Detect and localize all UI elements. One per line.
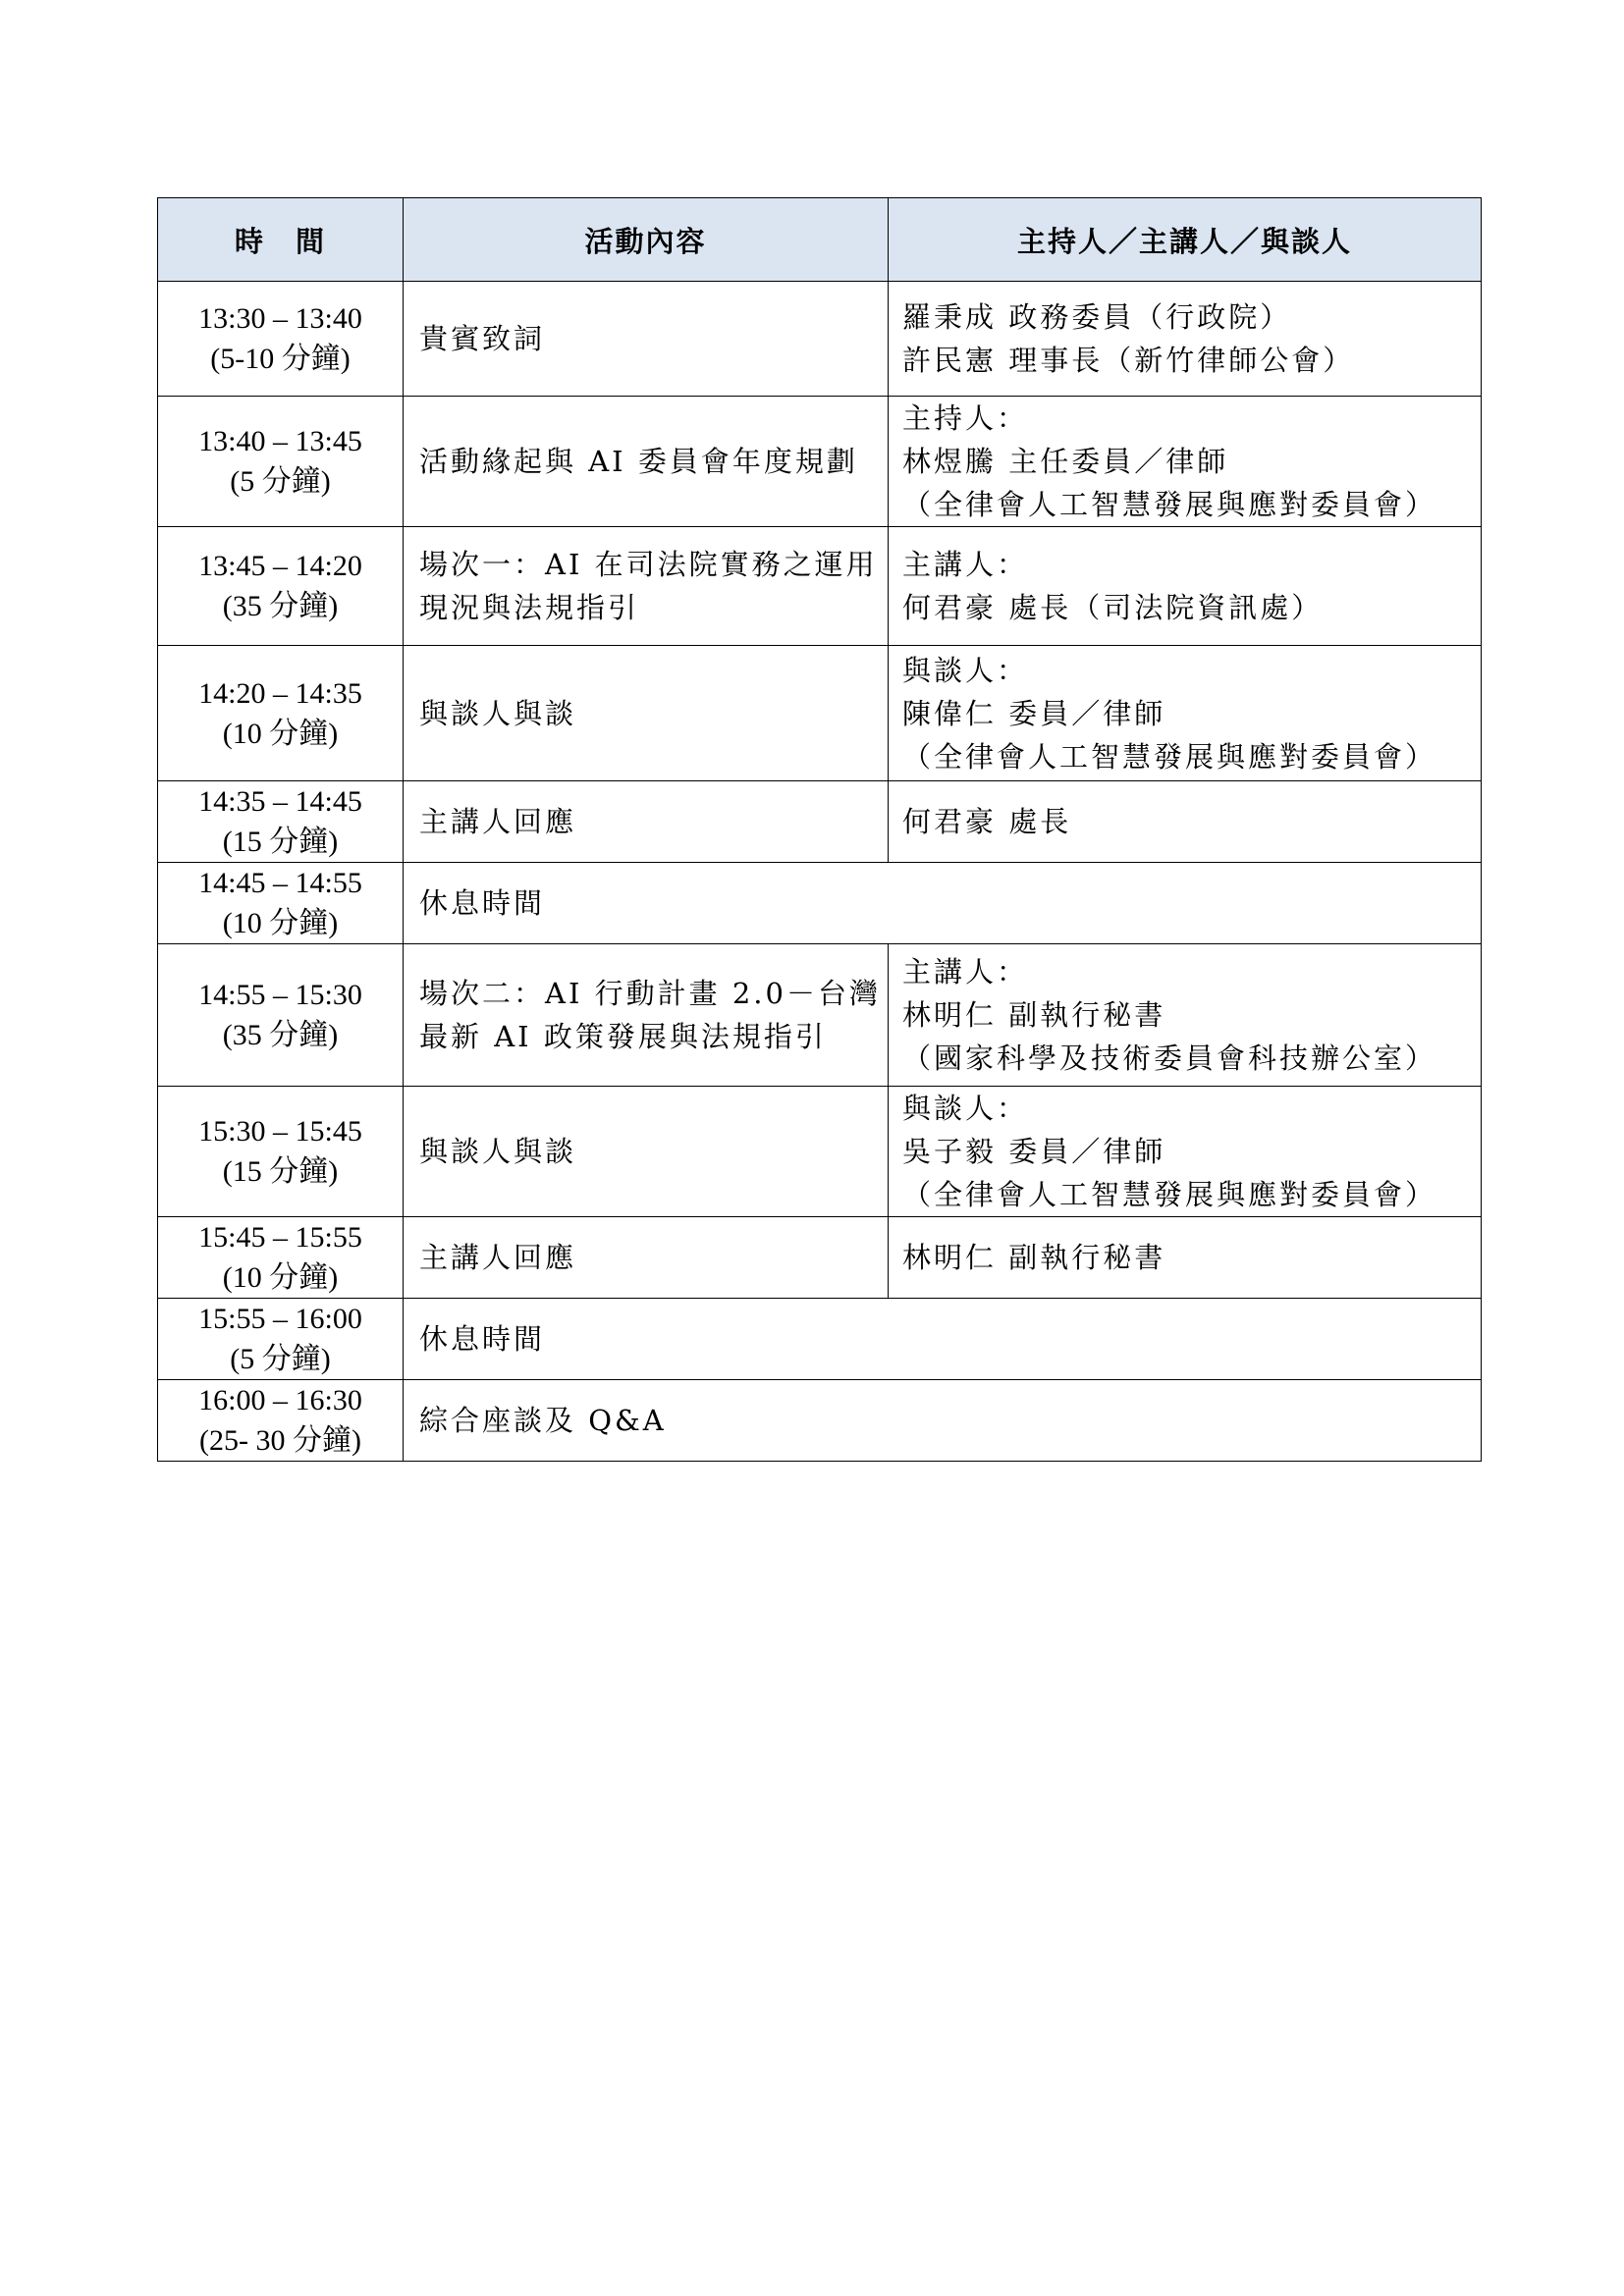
- host-text: 何君豪 處長: [902, 805, 1072, 838]
- table-row: [158, 527, 1482, 646]
- host-text: 與談人：: [902, 1092, 1029, 1125]
- activity-cell: [404, 863, 1482, 944]
- activity-cell: [404, 1087, 889, 1217]
- host-text: 羅秉成 政務委員（行政院）: [902, 300, 1292, 334]
- time-range: 14:20 – 14:35: [198, 676, 362, 710]
- activity-text: 休息時間: [419, 886, 546, 920]
- activity-text: 休息時間: [419, 1322, 546, 1356]
- table-row: [158, 863, 1482, 944]
- table-row: [158, 1380, 1482, 1462]
- time-cell: [158, 781, 404, 863]
- activity-text: 最新 AI 政策發展與法規指引: [419, 1020, 827, 1053]
- time-range: 13:30 – 13:40: [198, 302, 362, 335]
- host-text: 主持人：: [902, 401, 1029, 435]
- time-cell: [158, 282, 404, 397]
- activity-cell: [404, 1217, 889, 1299]
- activity-text: 現況與法規指引: [419, 591, 640, 624]
- host-cell: [889, 1217, 1482, 1299]
- host-text: （國家科學及技術委員會科技辦公室）: [902, 1041, 1437, 1075]
- time-cell: [158, 944, 404, 1087]
- time-range: 15:30 – 15:45: [198, 1115, 362, 1148]
- table-row: [158, 1299, 1482, 1380]
- time-cell: [158, 397, 404, 527]
- activity-text: 綜合座談及 Q&A: [419, 1404, 667, 1437]
- agenda-table: [157, 197, 1482, 1462]
- host-text: 吳子毅 委員／律師: [902, 1135, 1166, 1168]
- activity-text: 活動緣起與 AI 委員會年度規劃: [419, 445, 858, 478]
- host-text: 與談人：: [902, 653, 1029, 687]
- host-cell: [889, 282, 1482, 397]
- time-cell: [158, 1299, 404, 1380]
- time-range: 15:55 – 16:00: [198, 1303, 362, 1335]
- host-cell: [889, 1087, 1482, 1217]
- time-duration: (10 分鐘): [222, 907, 339, 939]
- time-cell: [158, 646, 404, 781]
- activity-cell: [404, 944, 889, 1087]
- activity-cell: [404, 781, 889, 863]
- host-cell: [889, 397, 1482, 527]
- host-text: 許民憲 理事長（新竹律師公會）: [902, 344, 1355, 377]
- time-range: 14:45 – 14:55: [198, 867, 362, 899]
- activity-text: 主講人回應: [419, 1241, 577, 1274]
- activity-cell: [404, 527, 889, 646]
- table-row: [158, 1217, 1482, 1299]
- host-text: 林明仁 副執行秘書: [902, 1241, 1166, 1274]
- host-text: 主講人：: [902, 955, 1029, 988]
- time-duration: (35 分鐘): [222, 590, 339, 622]
- host-text: （全律會人工智慧發展與應對委員會）: [902, 488, 1437, 521]
- activity-text: 與談人與談: [419, 1135, 577, 1168]
- host-text: 主講人：: [902, 548, 1029, 581]
- host-text: 林明仁 副執行秘書: [902, 998, 1166, 1032]
- agenda-table-header: [158, 198, 1482, 282]
- time-duration: (5 分鐘): [230, 465, 331, 498]
- host-text: 陳偉仁 委員／律師: [902, 696, 1166, 730]
- time-cell: [158, 1217, 404, 1299]
- time-duration: (35 分鐘): [222, 1019, 339, 1051]
- activity-text: 主講人回應: [419, 805, 577, 838]
- time-duration: (25- 30 分鐘): [199, 1424, 361, 1457]
- activity-cell: [404, 282, 889, 397]
- host-text: （全律會人工智慧發展與應對委員會）: [902, 739, 1437, 774]
- activity-text: 與談人與談: [419, 696, 577, 730]
- activity-text: 場次一：AI 在司法院實務之運用: [419, 548, 878, 581]
- activity-cell: [404, 646, 889, 781]
- header-host: 主持人／主講人／與談人: [889, 198, 1482, 282]
- host-cell: [889, 944, 1482, 1087]
- activity-text: 貴賓致詞: [419, 322, 546, 355]
- time-cell: [158, 1380, 404, 1462]
- agenda-table-body: [158, 282, 1482, 1462]
- table-row: [158, 781, 1482, 863]
- activity-cell: [404, 397, 889, 527]
- header-time: 時 間: [158, 198, 404, 282]
- time-cell: [158, 863, 404, 944]
- activity-cell: [404, 1299, 1482, 1380]
- time-cell: [158, 527, 404, 646]
- host-text: （全律會人工智慧發展與應對委員會）: [902, 1178, 1437, 1211]
- time-range: 14:55 – 15:30: [198, 979, 362, 1011]
- time-cell: [158, 1087, 404, 1217]
- activity-text: 場次二：AI 行動計畫 2.0－台灣: [419, 977, 881, 1010]
- table-row: [158, 1087, 1482, 1217]
- time-range: 15:45 – 15:55: [198, 1221, 362, 1254]
- table-row: [158, 282, 1482, 397]
- header-activity: 活動內容: [404, 198, 889, 282]
- time-duration: (5-10 分鐘): [210, 343, 351, 375]
- table-row: [158, 397, 1482, 527]
- time-range: 13:45 – 14:20: [198, 550, 362, 582]
- time-duration: (15 分鐘): [222, 1155, 339, 1188]
- table-row: [158, 944, 1482, 1087]
- time-range: 14:35 – 14:45: [198, 785, 362, 818]
- time-duration: (10 分鐘): [222, 717, 339, 750]
- host-cell: [889, 527, 1482, 646]
- table-row: [158, 646, 1482, 781]
- host-cell: [889, 646, 1482, 781]
- time-range: 13:40 – 13:45: [198, 425, 362, 457]
- host-text: 林煜騰 主任委員／律師: [902, 445, 1229, 478]
- activity-cell: [404, 1380, 1482, 1462]
- time-duration: (10 分鐘): [222, 1261, 339, 1294]
- host-cell: [889, 781, 1482, 863]
- time-duration: (5 分鐘): [230, 1343, 331, 1375]
- time-duration: (15 分鐘): [222, 826, 339, 858]
- time-range: 16:00 – 16:30: [198, 1384, 362, 1416]
- host-text: 何君豪 處長（司法院資訊處）: [902, 591, 1324, 624]
- header-row: [158, 198, 1482, 282]
